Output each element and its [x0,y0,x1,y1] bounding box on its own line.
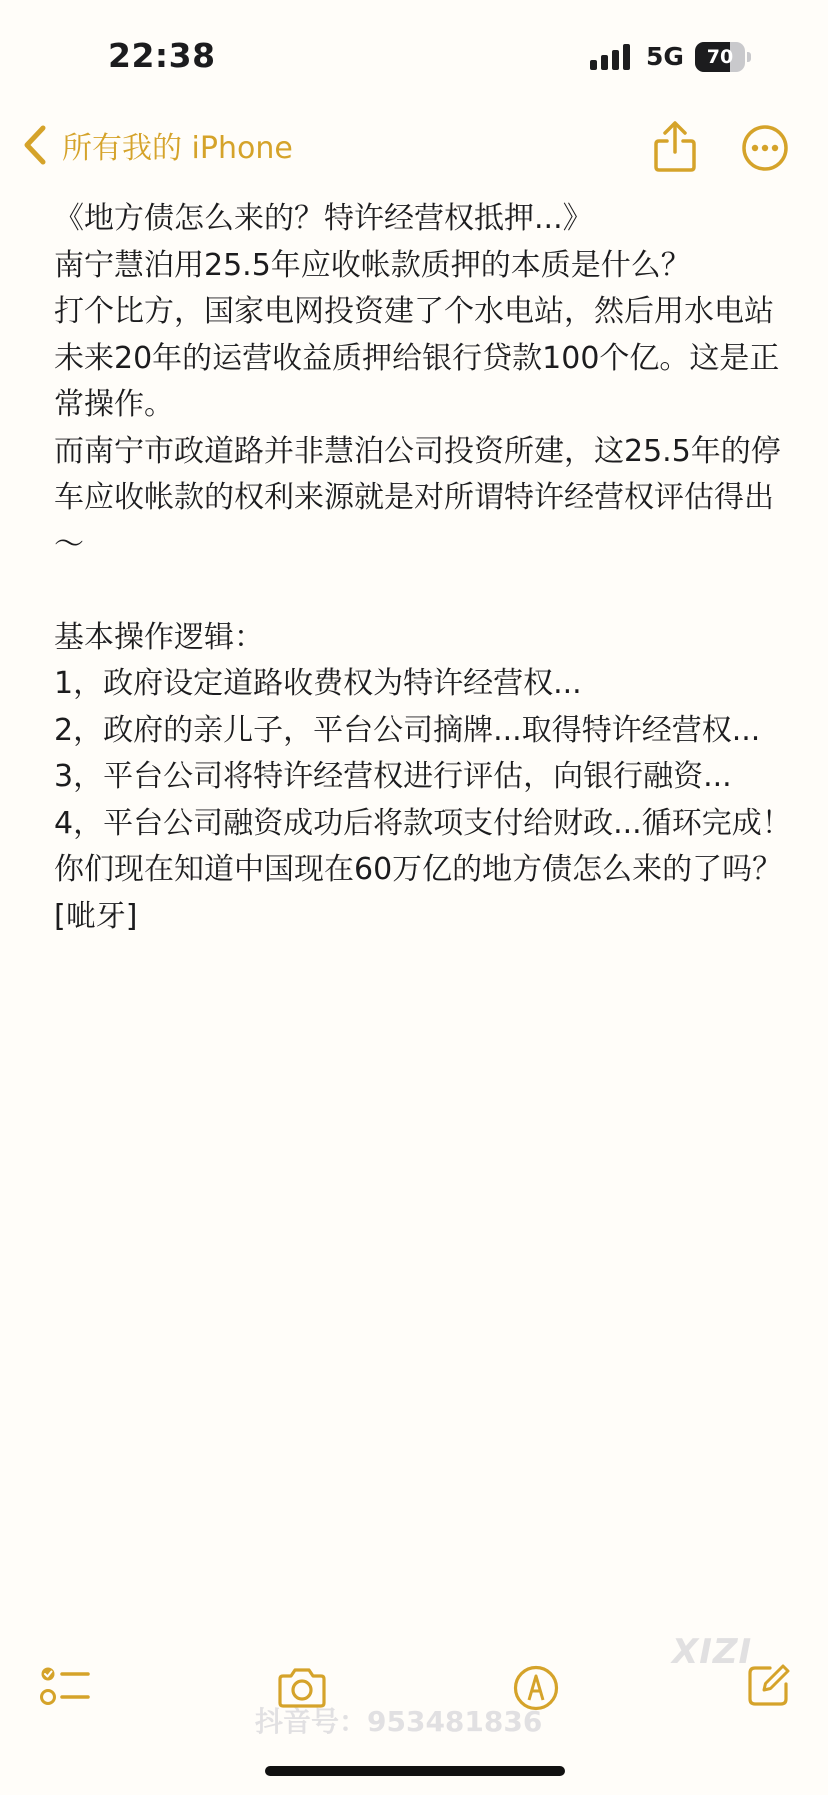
back-button-label: 所有我的 iPhone [62,131,293,166]
battery-percentage: 70 [706,46,734,68]
site-watermark: XIZI [672,1632,753,1672]
note-paragraph: 打个比方，国家电网投资建了个水电站，然后用水电站未来20年的运营收益质押给银行贷款100个亿。这是正常操作。 [54,294,780,422]
note-blank-line [54,568,794,615]
note-title: 《地方债怎么来的？特许经营权抵押...》 [54,201,593,236]
cellular-signal-icon [590,44,632,70]
note-list-item: 1，政府设定道路收费权为特许经营权... [54,666,582,701]
compose-icon[interactable] [746,1662,792,1708]
nav-bar [0,115,828,175]
note-paragraph: 而南宁市政道路并非慧泊公司投资所建，这25.5年的停车应收帐款的权利来源就是对所谓特许经营权评估得出～ [54,433,781,562]
note-list-item: 3，平台公司将特许经营权进行评估，向银行融资... [54,759,732,794]
note-paragraph: 南宁慧泊用25.5年应收帐款质押的本质是什么？ [54,247,691,283]
checklist-icon[interactable] [40,1664,92,1708]
chevron-left-icon [22,124,48,166]
back-button[interactable] [22,115,293,175]
douyin-watermark: 抖音号：953481836 [255,1705,543,1738]
markup-icon[interactable] [512,1664,560,1712]
status-time: 22:38 [108,36,216,75]
network-type: 5G [646,42,684,71]
note-list-item: 4，平台公司融资成功后将款项支付给财政...循环完成！ [54,805,792,841]
camera-icon[interactable] [276,1667,328,1709]
note-list-item: 2，政府的亲儿子，平台公司摘牌...取得特许经营权... [54,712,761,748]
more-icon[interactable] [740,123,790,173]
home-indicator[interactable] [265,1766,565,1776]
note-paragraph: 基本操作逻辑： [54,619,264,655]
share-icon[interactable] [652,120,698,174]
note-paragraph: 你们现在知道中国现在60万亿的地方债怎么来的了吗？[呲牙] [54,852,783,934]
note-body[interactable] [54,196,794,940]
battery-icon [695,42,751,72]
status-bar [0,0,828,110]
